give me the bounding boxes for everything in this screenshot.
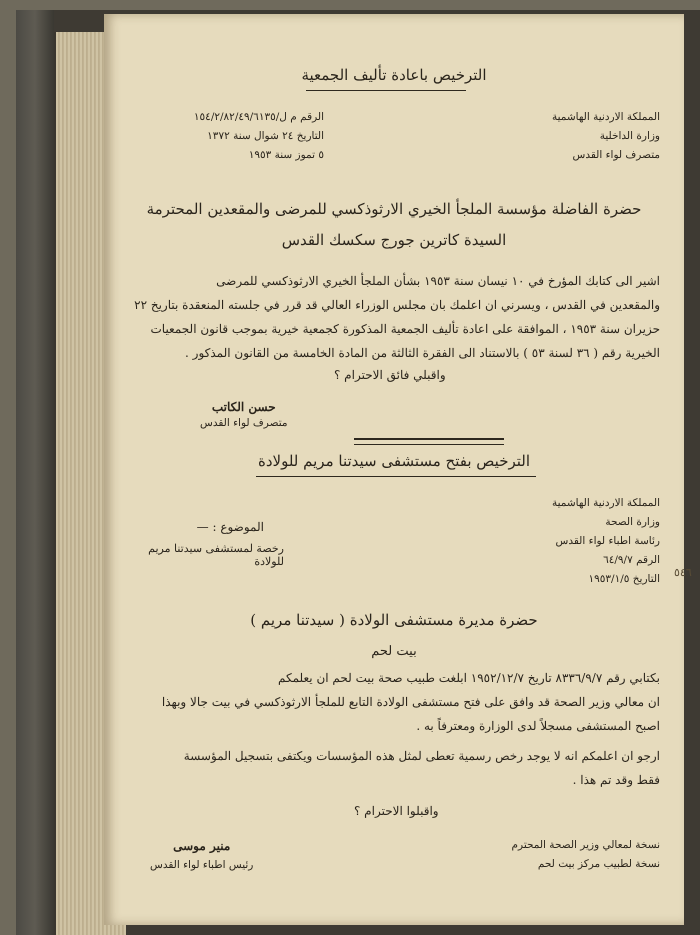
- section1-title: الترخيص باعادة تأليف الجمعية: [301, 66, 487, 84]
- section1-closing: واقبلي فائق الاحترام ؟: [334, 368, 446, 382]
- sender-line: الرقم ٦٤/٩/٧: [603, 554, 660, 566]
- subject-text: رخصة لمستشفى سيدتنا مريم للولادة: [148, 542, 284, 568]
- addressee-line: حضرة مديرة مستشفى الولادة ( سيدتنا مريم ): [250, 611, 538, 629]
- signer-title: متصرف لواء القدس: [200, 417, 288, 429]
- section2-title: الترخيص بفتح مستشفى سيدتنا مريم للولادة: [257, 452, 531, 470]
- sender-line: وزارة الصحة: [605, 516, 660, 528]
- section1-body: [124, 269, 660, 365]
- reference-date: ٥ تموز سنة ١٩٥٣: [248, 149, 324, 161]
- title-underline: [306, 90, 466, 91]
- signer-name: منير موسى: [173, 839, 231, 853]
- body-line: اشير الى كتابك المؤرخ في ١٠ نيسان سنة ١٩٥٣ بشأن الملجأ الخيري الارثوذكسي للمرضى: [216, 274, 660, 288]
- body-line: اصبح المستشفى مسجلاً لدى الوزارة ومعترفاً به .: [416, 719, 660, 733]
- sender-line: متصرف لواء القدس: [572, 149, 660, 161]
- subject-label: الموضوع : —: [196, 520, 264, 534]
- addressee-line: حضرة الفاضلة مؤسسة الملجأ الخيري الارثوذكسي للمرضى والمقعدين المحترمة: [146, 200, 642, 218]
- section1-sender: [510, 108, 660, 165]
- section1-addressee: [144, 194, 644, 256]
- cc-line: نسخة لمعالي وزير الصحة المحترم: [511, 839, 660, 851]
- page-number: ٥٤٦: [674, 566, 692, 579]
- body-line: ان معالي وزير الصحة قد وافق على فتح مستشفى الولادة التابع للملجأ الارثوذكسي في بيت جالا وبهذا: [161, 695, 660, 709]
- reference-date-hijri: التاريخ ٢٤ شوال سنة ١٣٧٢: [207, 130, 324, 142]
- section2-body-2: [124, 744, 660, 792]
- cc-line: نسخة لطبيب مركز بيت لحم: [537, 858, 660, 870]
- sender-line: المملكة الاردنية الهاشمية: [551, 111, 660, 123]
- section2-closing: واقبلوا الاحترام ؟: [354, 804, 439, 818]
- reference-number: الرقم م ل/١٥٤/٢/٨٢/٤٩/٦١٣٥: [193, 111, 324, 123]
- title-underline: [256, 476, 536, 477]
- section2-signature: [150, 836, 253, 875]
- section1-signature: [200, 400, 288, 433]
- sender-line: التاريخ ١٩٥٣/١/٥: [588, 573, 660, 585]
- signer-name: حسن الكاتب: [211, 400, 276, 414]
- cc-list: [480, 836, 660, 874]
- section2-addressee: [144, 604, 644, 668]
- body-line: الخيرية رقم ( ٣٦ لسنة ٥٣ ) بالاستناد الى الفقرة الثالثة من المادة الخامسة من القانون المذكور .: [185, 346, 660, 360]
- body-line: والمقعدين في القدس ، ويسرني ان اعلمك بان مجلس الوزراء العالي قد قرر في جلسته المنعقدة بتاريخ ٢٢: [134, 298, 660, 312]
- sender-line: المملكة الاردنية الهاشمية: [551, 497, 660, 509]
- body-line: حزيران سنة ١٩٥٣ ، الموافقة على اعادة تأليف الجمعية المذكورة كجمعية خيرية بموجب قانون الجمعيات: [150, 322, 660, 336]
- section2-body: [124, 666, 660, 738]
- addressee-line: بيت لحم: [371, 644, 417, 659]
- document-page: [104, 14, 684, 925]
- section-separator: [354, 444, 504, 445]
- addressee-line: السيدة كاترين جورج سكسك القدس: [281, 231, 507, 249]
- section1-reference: [134, 108, 324, 165]
- section-separator: [354, 438, 504, 440]
- signer-title: رئيس اطباء لواء القدس: [150, 859, 254, 871]
- body-line: بكتابي رقم ٨٣٣٦/٩/٧ تاريخ ١٩٥٢/١٢/٧ ابلغت طبيب صحة بيت لحم ان يعلمكم: [277, 671, 660, 685]
- section2-sender: [500, 494, 660, 589]
- book-spine: [16, 10, 54, 935]
- body-line: ارجو ان اعلمكم انه لا يوجد رخص رسمية تعطى لمثل هذه المؤسسات ويكتفى بتسجيل المؤسسة: [183, 749, 660, 763]
- body-line: فقط وقد تم هذا .: [572, 773, 660, 787]
- sender-line: رئاسة اطباء لواء القدس: [555, 535, 660, 547]
- sender-line: وزارة الداخلية: [599, 130, 660, 142]
